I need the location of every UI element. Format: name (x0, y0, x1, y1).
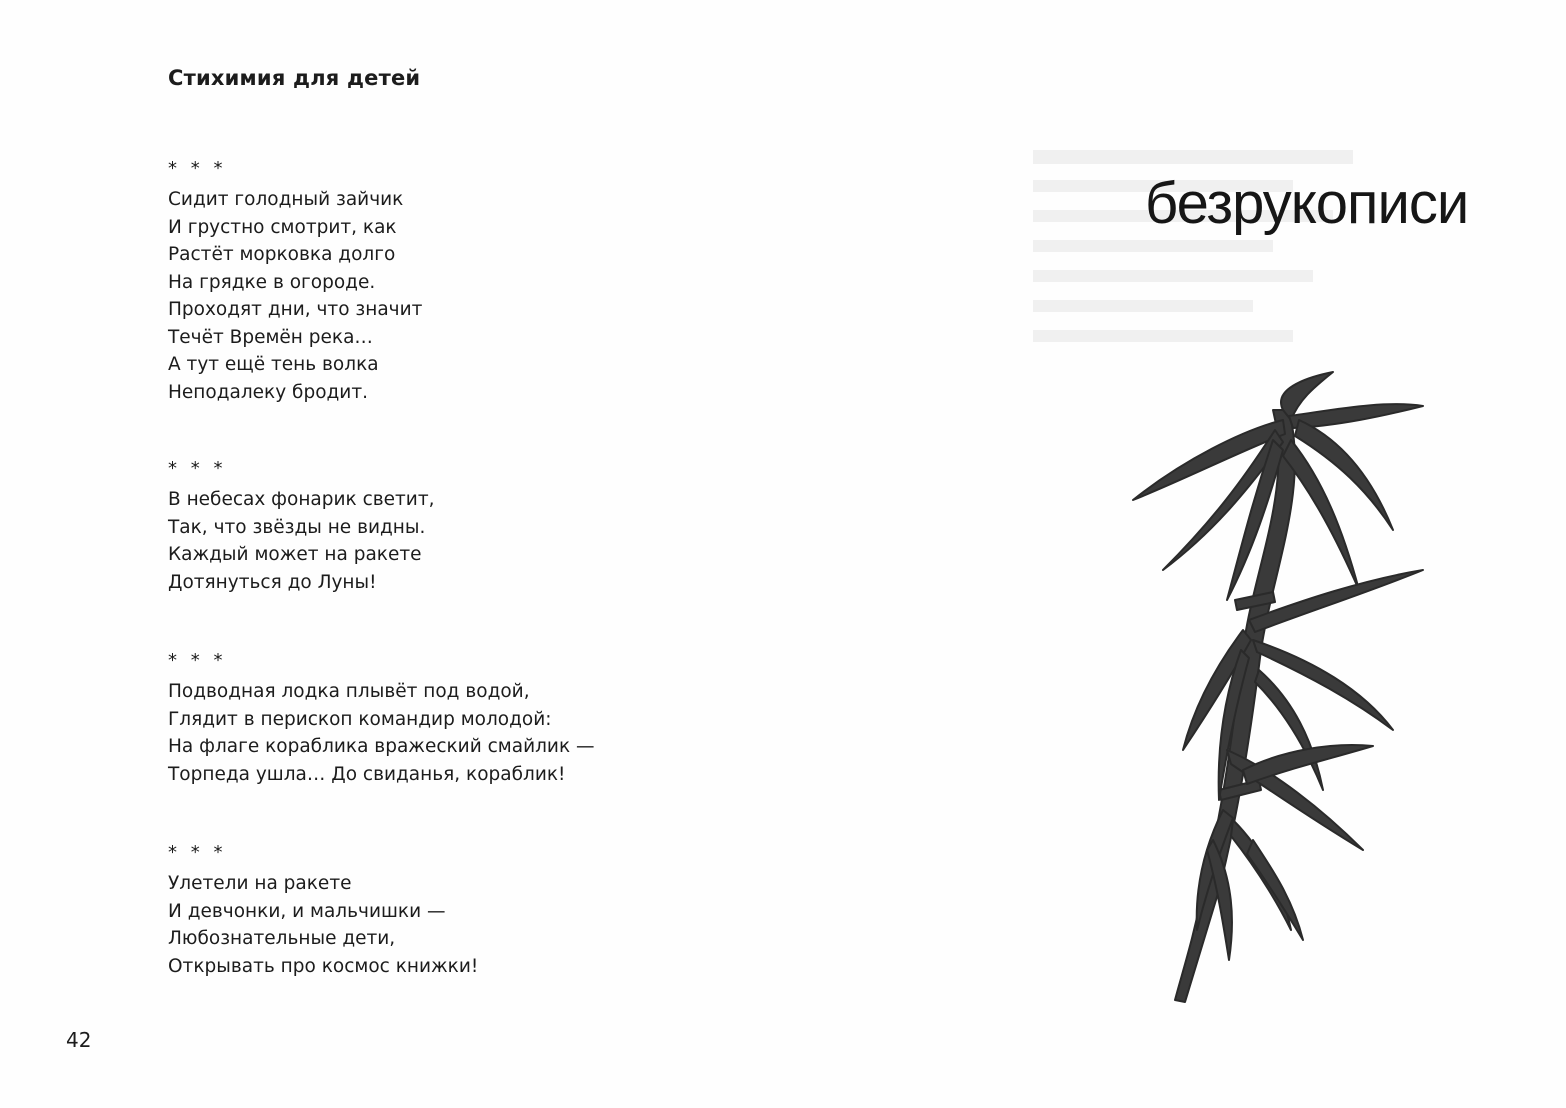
poem-line: Дотянуться до Луны! (168, 571, 377, 593)
poem-3 (168, 652, 595, 788)
poem-line: Растёт морковка долго (168, 244, 396, 265)
poem-line: Проходят дни, что значит (168, 299, 423, 320)
page-number: 42 (66, 1028, 92, 1052)
running-head: Стихимия для детей (168, 66, 421, 90)
right-page (783, 0, 1566, 1108)
poem-separator: * * * (168, 458, 227, 479)
poem-separator: * * * (168, 650, 227, 671)
poem-separator: * * * (168, 842, 227, 863)
bamboo-illustration (1123, 370, 1503, 1010)
poem-line: А тут ещё тень волка (168, 354, 379, 375)
poem-line: И девчонки, и мальчишки — (168, 900, 446, 922)
poem-line: Любознательные дети, (168, 928, 396, 949)
section-title: безрукописи (1145, 171, 1469, 236)
poem-line: Торпеда ушла… До свиданья, кораблик! (168, 763, 566, 785)
poem-line: На флаге кораблика вражеский смайлик — (168, 736, 595, 757)
poem-line: Сидит голодный зайчик (168, 189, 404, 210)
poem-line: Открывать про космос книжки! (168, 955, 479, 977)
poem-line: Каждый может на ракете (168, 544, 422, 565)
poem-line: На грядке в огороде. (168, 271, 376, 293)
poem-line: И грустно смотрит, как (168, 216, 397, 238)
poem-line: В небесах фонарик светит, (168, 489, 435, 510)
poem-line: Подводная лодка плывёт под водой, (168, 681, 530, 702)
poem-separator: * * * (168, 158, 227, 179)
poem-line: Улетели на ракете (168, 873, 352, 894)
poem-line: Так, что звёзды не видны. (168, 516, 426, 538)
poem-line: Течёт Времён река… (168, 326, 373, 348)
poem-4 (168, 844, 478, 980)
poem-line: Глядит в перископ командир молодой: (168, 708, 552, 730)
poem-1 (168, 160, 422, 406)
poem-2 (168, 460, 434, 596)
poem-line: Неподалеку бродит. (168, 381, 368, 403)
